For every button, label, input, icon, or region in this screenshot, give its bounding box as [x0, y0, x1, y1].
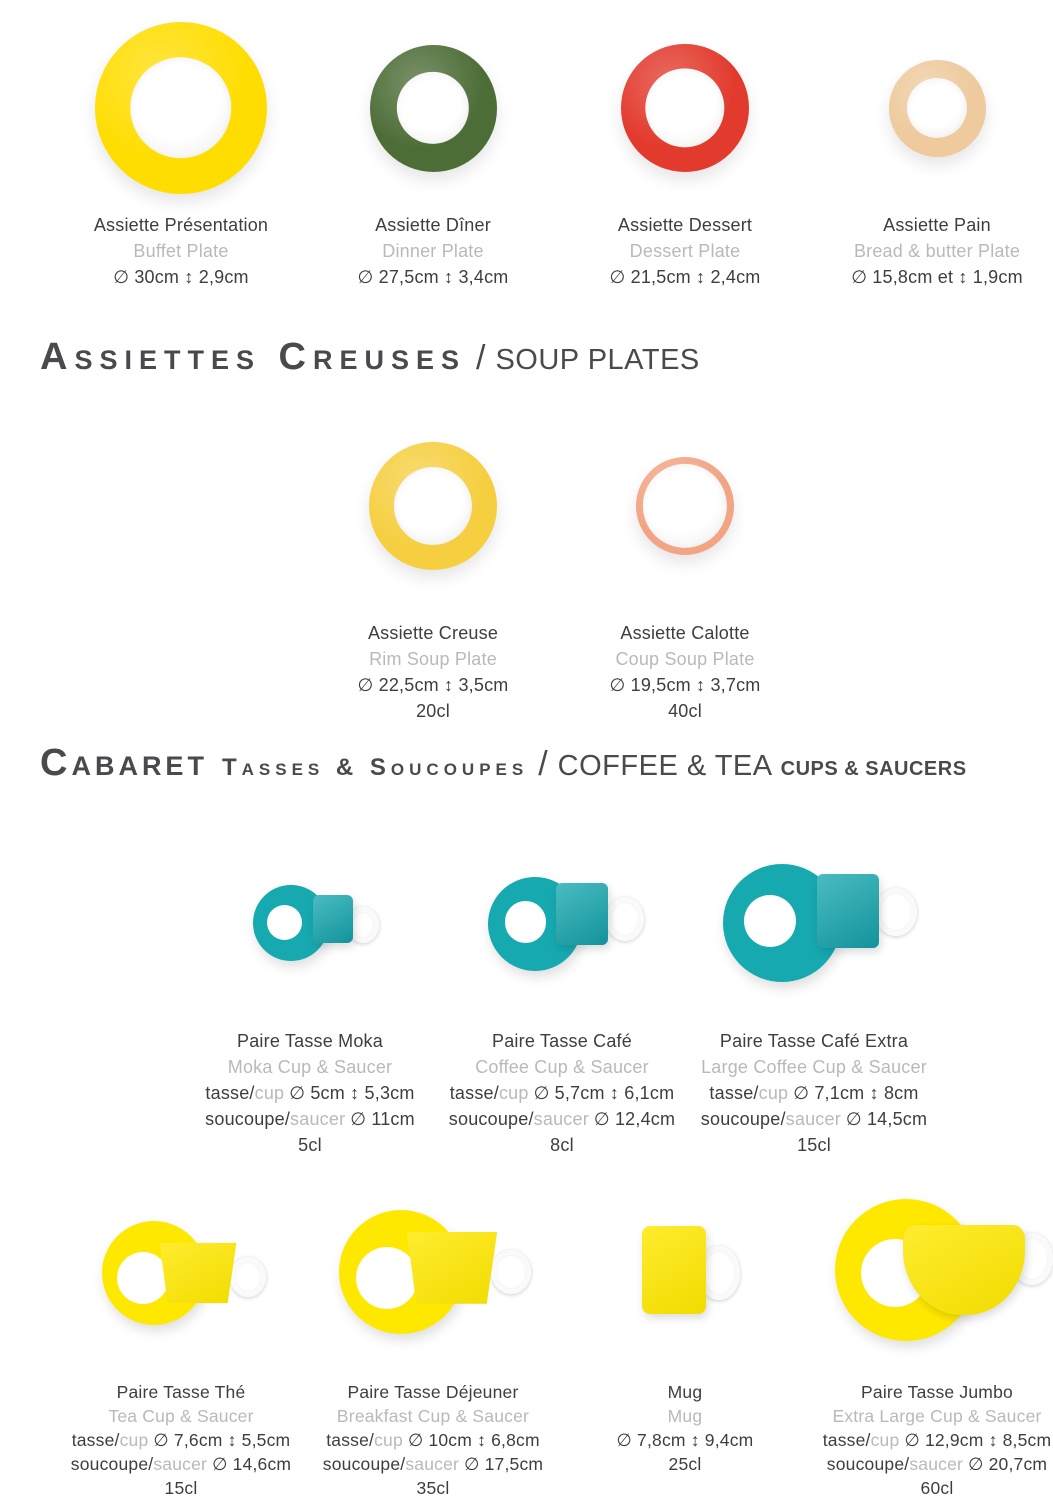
- tea-cup-label: [55, 1380, 307, 1500]
- plate-center: [394, 467, 472, 545]
- cup: [556, 883, 608, 945]
- product-name-fr: Paire Tasse Moka: [237, 1031, 383, 1051]
- product-name-fr: Assiette Présentation: [93, 215, 269, 235]
- product-name-en: Coup Soup Plate: [615, 649, 755, 669]
- product-name-en: Breakfast Cup & Saucer: [336, 1406, 530, 1426]
- product-name-en: Moka Cup & Saucer: [227, 1057, 393, 1077]
- cup-and-saucer-graphic: [482, 861, 642, 991]
- product-dimensions: ∅ 19,5cm ↕ 3,7cm: [609, 675, 761, 695]
- bread-plate-label: [811, 212, 1053, 290]
- product-capacity: 15cl: [797, 1135, 831, 1155]
- product-name-en: Tea Cup & Saucer: [108, 1406, 254, 1426]
- cup-dimensions: tasse/cup ∅ 5cm ↕ 5,3cm: [205, 1083, 415, 1103]
- saucer-center: [744, 895, 796, 947]
- coup-soup-plate-image: [559, 436, 811, 576]
- product-name-fr: Mug: [667, 1382, 703, 1402]
- heading-english-sub: CUPS & SAUCERS: [780, 758, 967, 780]
- saucer-center: [356, 1247, 418, 1309]
- product-capacity: 25cl: [668, 1454, 702, 1474]
- saucer-dimensions: soucoupe/saucer ∅ 12,4cm: [448, 1109, 676, 1129]
- saucer-center: [267, 905, 302, 940]
- rim-soup-plate-label: [307, 620, 559, 724]
- product-name-fr: Assiette Pain: [883, 215, 991, 235]
- bread-plate-image: [811, 12, 1053, 204]
- cup-and-saucer-graphic: [243, 867, 377, 985]
- product-name-en: Rim Soup Plate: [369, 649, 497, 669]
- mug-graphic: [630, 1218, 740, 1330]
- cup-handle: [875, 888, 917, 936]
- product-name-en: Mug: [667, 1406, 703, 1426]
- jumbo-cup-image: [811, 1200, 1053, 1348]
- product-name-en: Buffet Plate: [133, 241, 229, 261]
- plate-graphic: [621, 44, 749, 172]
- cup-and-saucer-graphic: [333, 1206, 533, 1342]
- heading-english: COFFEE & TEA: [557, 750, 773, 782]
- product-capacity: 5cl: [298, 1135, 322, 1155]
- cup-handle: [491, 1250, 531, 1294]
- cup-and-saucer-graphic: [831, 1199, 1043, 1349]
- cup: [158, 1243, 238, 1305]
- cup-dimensions: tasse/cup ∅ 10cm ↕ 6,8cm: [326, 1430, 540, 1450]
- heading-brand: Cabaret: [40, 742, 208, 784]
- product-name-fr: Paire Tasse Jumbo: [861, 1382, 1013, 1402]
- plate-graphic: [95, 22, 267, 194]
- buffet-plate-label: [55, 212, 307, 290]
- breakfast-cup-label: [307, 1380, 559, 1500]
- plate-graphic: [889, 60, 986, 157]
- cup: [642, 1226, 706, 1314]
- coup-soup-plate-label: [559, 620, 811, 724]
- product-name-fr: Paire Tasse Thé: [116, 1382, 246, 1402]
- product-name-fr: Assiette Dessert: [617, 215, 753, 235]
- product-name-en: Dessert Plate: [629, 241, 741, 261]
- plate-graphic: [370, 45, 497, 172]
- product-capacity: 35cl: [416, 1478, 450, 1498]
- cup-dimensions: tasse/cup ∅ 5,7cm ↕ 6,1cm: [449, 1083, 675, 1103]
- product-dimensions: ∅ 21,5cm ↕ 2,4cm: [609, 267, 761, 287]
- plate-center: [643, 464, 727, 548]
- dessert-plate-label: [559, 212, 811, 290]
- buffet-plate-image: [55, 12, 307, 204]
- heading-french-sub: Tasses & Soucoupes: [221, 754, 529, 781]
- saucer-dimensions: soucoupe/saucer ∅ 20,7cm: [826, 1454, 1048, 1474]
- heading-english: SOUP PLATES: [495, 344, 700, 376]
- cup-and-saucer-graphic: [96, 1211, 266, 1337]
- dinner-plate-label: [307, 212, 559, 290]
- cup-dimensions: tasse/cup ∅ 12,9cm ↕ 8,5cm: [822, 1430, 1052, 1450]
- product-name-en: Extra Large Cup & Saucer: [832, 1406, 1042, 1426]
- mug-label: [559, 1380, 811, 1476]
- product-dimensions: ∅ 15,8cm et ↕ 1,9cm: [851, 267, 1023, 287]
- cup-dimensions: tasse/cup ∅ 7,1cm ↕ 8cm: [709, 1083, 919, 1103]
- plate-center: [130, 57, 231, 158]
- plate-center: [907, 78, 967, 138]
- product-name-en: Bread & butter Plate: [853, 241, 1021, 261]
- heading-separator: /: [476, 339, 486, 377]
- cup: [817, 874, 879, 948]
- dinner-plate-image: [307, 12, 559, 204]
- product-dimensions: ∅ 30cm ↕ 2,9cm: [113, 267, 249, 287]
- product-dimensions: ∅ 22,5cm ↕ 3,5cm: [357, 675, 509, 695]
- tea-cup-image: [55, 1200, 307, 1348]
- product-name-en: Large Coffee Cup & Saucer: [701, 1057, 927, 1077]
- saucer-dimensions: soucoupe/saucer ∅ 14,5cm: [700, 1109, 928, 1129]
- product-capacity: 15cl: [164, 1478, 198, 1498]
- cup: [313, 895, 353, 943]
- product-capacity: 20cl: [416, 701, 450, 721]
- large-coffee-cup-label: [688, 1028, 940, 1158]
- saucer-dimensions: soucoupe/saucer ∅ 17,5cm: [322, 1454, 544, 1474]
- product-dimensions: ∅ 27,5cm ↕ 3,4cm: [357, 267, 509, 287]
- plate-center: [397, 72, 469, 144]
- product-name-fr: Assiette Creuse: [367, 623, 499, 643]
- product-name-fr: Assiette Calotte: [620, 623, 750, 643]
- product-name-fr: Paire Tasse Déjeuner: [347, 1382, 519, 1402]
- product-capacity: 60cl: [920, 1478, 954, 1498]
- product-name-fr: Assiette Dîner: [375, 215, 491, 235]
- cup-and-saucer-graphic: [721, 856, 907, 996]
- mug-image: [559, 1200, 811, 1348]
- product-name-en: Coffee Cup & Saucer: [475, 1057, 649, 1077]
- plate-graphic: [369, 442, 497, 570]
- product-name-fr: Paire Tasse Café: [492, 1031, 632, 1051]
- product-dimensions: ∅ 7,8cm ↕ 9,4cm: [616, 1430, 754, 1450]
- coffee-cup-label: [436, 1028, 688, 1158]
- moka-cup-image: [184, 855, 436, 997]
- dessert-plate-image: [559, 12, 811, 204]
- section-heading-soup-plates: [40, 336, 700, 379]
- section-heading-cups-saucers: [40, 742, 967, 785]
- saucer-dimensions: soucoupe/saucer ∅ 11cm: [205, 1109, 415, 1129]
- rim-soup-plate-image: [307, 436, 559, 576]
- cup: [405, 1232, 499, 1306]
- cup-dimensions: tasse/cup ∅ 7,6cm ↕ 5,5cm: [71, 1430, 291, 1450]
- saucer-center: [505, 901, 546, 942]
- product-capacity: 8cl: [550, 1135, 574, 1155]
- heading-french: Assiettes Creuses: [40, 336, 467, 378]
- product-name-fr: Paire Tasse Café Extra: [719, 1031, 909, 1051]
- cup-handle: [606, 897, 644, 941]
- cup-handle: [230, 1257, 266, 1297]
- product-capacity: 40cl: [668, 701, 702, 721]
- product-name-en: Dinner Plate: [382, 241, 484, 261]
- plate-graphic: [636, 457, 734, 555]
- heading-separator: /: [538, 745, 548, 783]
- plate-center: [645, 68, 724, 147]
- moka-cup-label: [184, 1028, 436, 1158]
- breakfast-cup-image: [307, 1200, 559, 1348]
- large-coffee-cup-image: [688, 855, 940, 997]
- jumbo-cup-label: [811, 1380, 1053, 1500]
- coffee-cup-image: [436, 855, 688, 997]
- saucer-dimensions: soucoupe/saucer ∅ 14,6cm: [70, 1454, 292, 1474]
- saucer-center: [117, 1252, 169, 1304]
